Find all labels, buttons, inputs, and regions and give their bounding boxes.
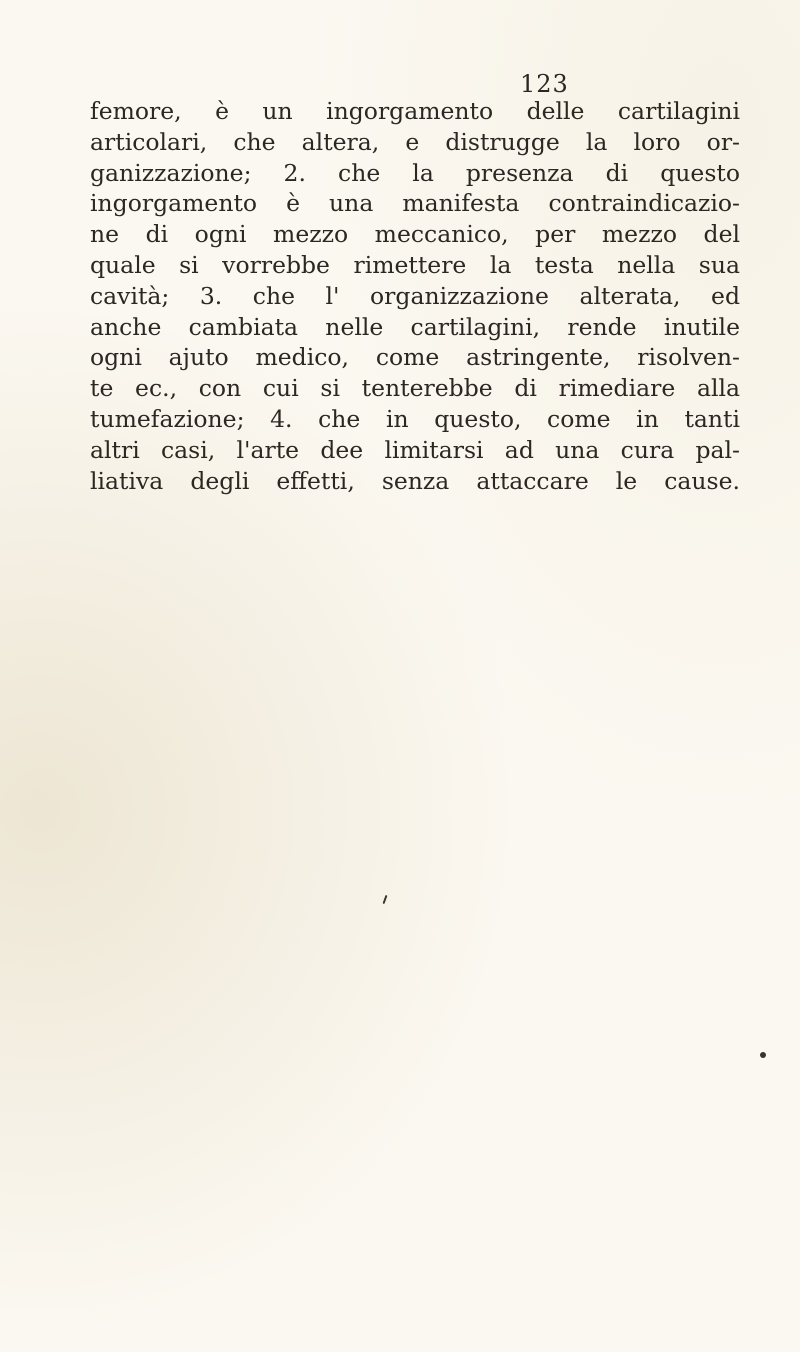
body-text xyxy=(90,96,740,496)
text-line-11: tumefazione; 4. che in questo, come in tanti xyxy=(90,404,740,433)
ink-speck xyxy=(383,895,388,904)
page-number: 123 xyxy=(520,70,569,98)
text-line-9: ogni ajuto medico, come astringente, risolven- xyxy=(90,343,740,372)
text-line-8: anche cambiata nelle cartilagini, rende inutile xyxy=(90,312,740,341)
text-line-7: cavità; 3. che l' organizzazione alterata, ed xyxy=(90,281,740,310)
text-line-3: ganizzazione; 2. che la presenza di questo xyxy=(90,158,740,187)
text-line-12: altri casi, l'arte dee limitarsi ad una cura pal- xyxy=(90,435,740,464)
text-line-1: femore, è un ingorgamento delle cartilagini xyxy=(90,97,740,125)
text-line-4: ingorgamento è una manifesta contraindicazio- xyxy=(90,189,740,218)
text-line-10: te ec., con cui si tenterebbe di rimediare alla xyxy=(90,374,740,403)
ink-speck xyxy=(760,1052,766,1058)
text-line-2: articolari, che altera, e distrugge la loro or- xyxy=(90,127,740,156)
text-line-6: quale si vorrebbe rimettere la testa nella sua xyxy=(90,250,740,279)
text-line-13: liativa degli effetti, senza attaccare le cause. xyxy=(90,466,740,495)
text-line-5: ne di ogni mezzo meccanico, per mezzo del xyxy=(90,220,740,249)
